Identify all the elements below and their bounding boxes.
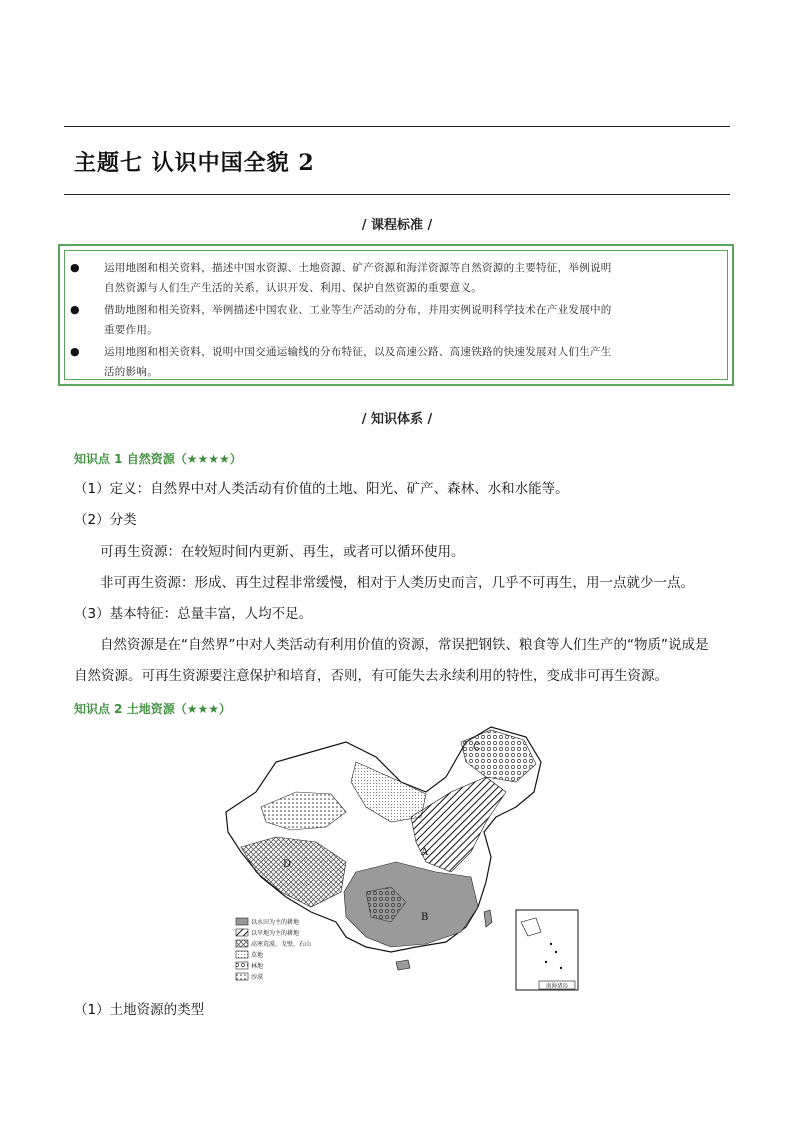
section-knowledge-system: / 知识体系 / [361, 412, 433, 427]
standard-item-3 [70, 342, 722, 382]
china-land-resource-map [216, 722, 582, 994]
taiwan-island [484, 910, 492, 927]
map-label-d: D [283, 859, 292, 870]
legend-grassland: 草地 [251, 952, 264, 959]
title-rule [64, 194, 730, 195]
standard-line: 活的影响。 [104, 366, 158, 378]
paragraph-note-line-2: 自然资源。可再生资源要注意保护和培育，否则，有可能失去永续利用的特性，变成非可再生资源。 [74, 668, 668, 684]
map-label-b: B [421, 912, 429, 923]
legend-paddy: 以水田为主的耕地 [251, 919, 300, 926]
paragraph-features: （3）基本特征：总量丰富，人均不足。 [74, 606, 313, 622]
south-china-sea-inset [516, 910, 578, 990]
legend-forest: 林地 [251, 963, 264, 970]
map-figure [216, 722, 582, 994]
top-rule [64, 126, 730, 127]
paragraph-nonrenewable: 非可再生资源：形成、再生过程非常缓慢，相对于人类历史而言，几乎不可再生，用一点就少一点。 [100, 575, 694, 591]
standard-line: 自然资源与人们生产生活的关系，认识开发、利用、保护自然资源的重要意义。 [104, 282, 482, 294]
standard-line: 运用地图和相关资料，说明中国交通运输线的分布特征，以及高速公路、高速铁路的快速发展对人们生产生 [104, 346, 612, 358]
standard-line: 运用地图和相关资料，描述中国水资源、土地资源、矿产资源和海洋资源等自然资源的主要特征，举例说明 [104, 262, 612, 274]
page-title: 主题七 认识中国全貌 2 [74, 150, 315, 176]
standard-line: 借助地图和相关资料，举例描述中国农业、工业等生产活动的分布，并用实例说明科学技术在产业发展中的 [104, 304, 612, 316]
paragraph-definition: （1）定义：自然界中对人类活动有价值的土地、阳光、矿产、森林、水和水能等。 [74, 481, 569, 497]
standard-item-1 [70, 258, 722, 298]
inset-label: 南海诸岛 [545, 983, 569, 990]
knowledge-point-2: 知识点 2 土地资源（★★★） [74, 702, 231, 716]
legend-sand: 沙漠 [251, 974, 264, 981]
map-label-a: A [421, 847, 429, 858]
standards-box [58, 244, 734, 386]
bullet-icon: ● [70, 345, 80, 358]
bullet-icon: ● [70, 303, 80, 316]
bullet-icon: ● [70, 261, 80, 274]
paragraph-land-types: （1）土地资源的类型 [74, 1002, 205, 1018]
paragraph-note-line-1: 自然资源是在“自然界”中对人类活动有利用价值的资源，常误把钢铁、粮食等人们生产的“物质”说成是 [100, 637, 709, 653]
hainan-island [396, 960, 410, 970]
legend-dryland: 以旱地为主的耕地 [251, 930, 300, 937]
section-curriculum-standard: / 课程标准 / [361, 218, 433, 233]
paragraph-classification: （2）分类 [74, 512, 137, 528]
standard-line: 重要作用。 [104, 324, 158, 336]
standard-item-2 [70, 300, 722, 340]
map-label-c: C [473, 742, 481, 753]
knowledge-point-1: 知识点 1 自然资源（★★★★） [74, 452, 242, 466]
legend-desert-rock: 高寒荒漠、戈壁、石山 [251, 941, 312, 948]
paragraph-renewable: 可再生资源：在较短时间内更新、再生，或者可以循环使用。 [100, 544, 465, 560]
